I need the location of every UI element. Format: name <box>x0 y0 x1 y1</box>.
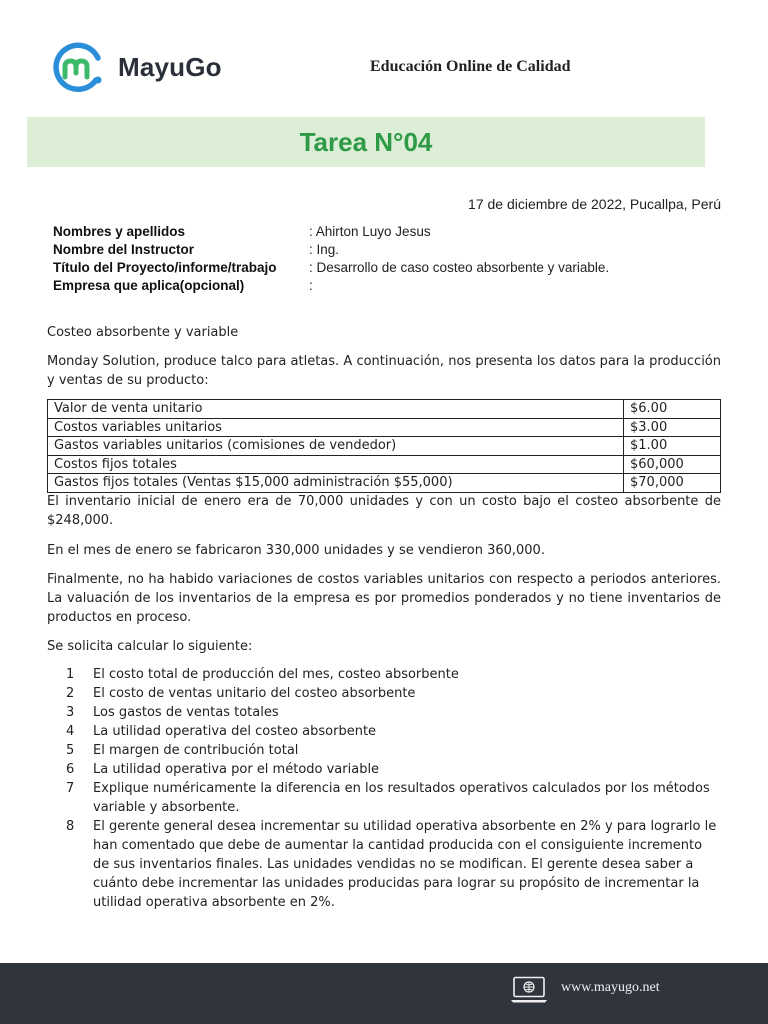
section-heading: Costeo absorbente y variable <box>47 325 239 340</box>
student-info <box>53 223 713 295</box>
list-item <box>66 665 722 684</box>
list-item <box>66 779 722 817</box>
intro-paragraph: Monday Solution, produce talco para atletas. A continuación, nos presenta los datos para la producción y ventas de su producto: <box>47 354 721 388</box>
task-list <box>66 665 722 912</box>
task-text: Los gastos de ventas totales <box>93 705 279 720</box>
computer-icon <box>510 976 548 1004</box>
task-number: 8 <box>66 819 75 834</box>
task-text: Explique numéricamente la diferencia en los resultados operativos calculados por los métodos variable y absorbente. <box>93 781 710 815</box>
task-number: 6 <box>66 762 75 777</box>
task-text: El gerente general desea incrementar su utilidad operativa absorbente en 2% y para lograrlo le han comentado que debe de aumentar la cantidad producida con el consiguiente incremento de sus inventarios finales. Las unidades vendidas no se modifican. El gerente desea saber a cuánto debe incrementar las unidades producidas para lograr su propósito de incrementar la utilidad operativa absorbente en 2%. <box>93 819 717 910</box>
page-footer <box>0 963 768 1024</box>
task-number: 2 <box>66 686 75 701</box>
page-title: Tarea N°04 <box>299 127 433 157</box>
table-cell-concept: Costos fijos totales <box>48 455 624 474</box>
list-item <box>66 760 722 779</box>
info-value: : Desarrollo de caso costeo absorbente y variable. <box>309 260 610 275</box>
table-cell-concept: Costos variables unitarios <box>48 418 624 437</box>
info-label: Nombres y apellidos <box>53 224 186 239</box>
list-item <box>66 703 722 722</box>
paragraph-production: En el mes de enero se fabricaron 330,000 unidades y se vendieron 360,000. <box>47 543 545 558</box>
list-item <box>66 817 722 912</box>
info-row <box>53 277 713 295</box>
footer-link[interactable]: www.mayugo.net <box>561 980 660 995</box>
table-row <box>48 455 721 474</box>
info-label: Empresa que aplica(opcional) <box>53 278 245 293</box>
table-cell-value: $60,000 <box>624 455 721 474</box>
info-row <box>53 223 713 241</box>
task-number: 1 <box>66 667 75 682</box>
data-table <box>47 399 721 493</box>
table-cell-value: $6.00 <box>624 400 721 419</box>
task-text: El costo total de producción del mes, costeo absorbente <box>93 667 459 682</box>
dateline: 17 de diciembre de 2022, Pucallpa, Perú <box>468 196 721 212</box>
task-number: 7 <box>66 781 75 796</box>
table-cell-value: $70,000 <box>624 474 721 493</box>
table-cell-concept: Gastos fijos totales (Ventas $15,000 administración $55,000) <box>48 474 624 493</box>
table-cell-value: $3.00 <box>624 418 721 437</box>
table-row <box>48 474 721 493</box>
list-item <box>66 684 722 703</box>
table-cell-concept: Valor de venta unitario <box>48 400 624 419</box>
paragraph-inventory: El inventario inicial de enero era de 70,000 unidades y con un costo bajo el costeo absorbente de $248,000. <box>47 494 721 528</box>
brand-tagline: Educación Online de Calidad <box>370 58 571 75</box>
brand-name: MayuGo <box>118 51 222 82</box>
info-value: : Ing. <box>309 242 340 257</box>
table-cell-value: $1.00 <box>624 437 721 456</box>
list-item <box>66 722 722 741</box>
task-text: La utilidad operativa del costeo absorbente <box>93 724 377 739</box>
info-label: Nombre del Instructor <box>53 242 195 257</box>
info-label: Título del Proyecto/informe/trabajo <box>53 260 277 275</box>
task-text: La utilidad operativa por el método variable <box>93 762 380 777</box>
task-text: El costo de ventas unitario del costeo absorbente <box>93 686 416 701</box>
table-cell-concept: Gastos variables unitarios (comisiones de vendedor) <box>48 437 624 456</box>
table-row <box>48 437 721 456</box>
mayugo-logo-icon <box>52 42 106 92</box>
task-number: 5 <box>66 743 75 758</box>
info-row <box>53 259 713 277</box>
request-line: Se solicita calcular lo siguiente: <box>47 639 253 654</box>
info-value: : <box>309 278 313 293</box>
table-row <box>48 400 721 419</box>
list-item <box>66 741 722 760</box>
info-row <box>53 241 713 259</box>
info-value: : Ahirton Luyo Jesus <box>309 224 431 239</box>
task-number: 3 <box>66 705 75 720</box>
task-number: 4 <box>66 724 75 739</box>
title-band <box>27 117 705 167</box>
table-row <box>48 418 721 437</box>
task-text: El margen de contribución total <box>93 743 299 758</box>
brand-logo <box>52 42 222 92</box>
paragraph-valuation: Finalmente, no ha habido variaciones de costos variables unitarios con respecto a periodos anteriores. La valuación de los inventarios de la empresa es por promedios ponderados y no tiene inventarios de productos en proceso. <box>47 572 721 625</box>
